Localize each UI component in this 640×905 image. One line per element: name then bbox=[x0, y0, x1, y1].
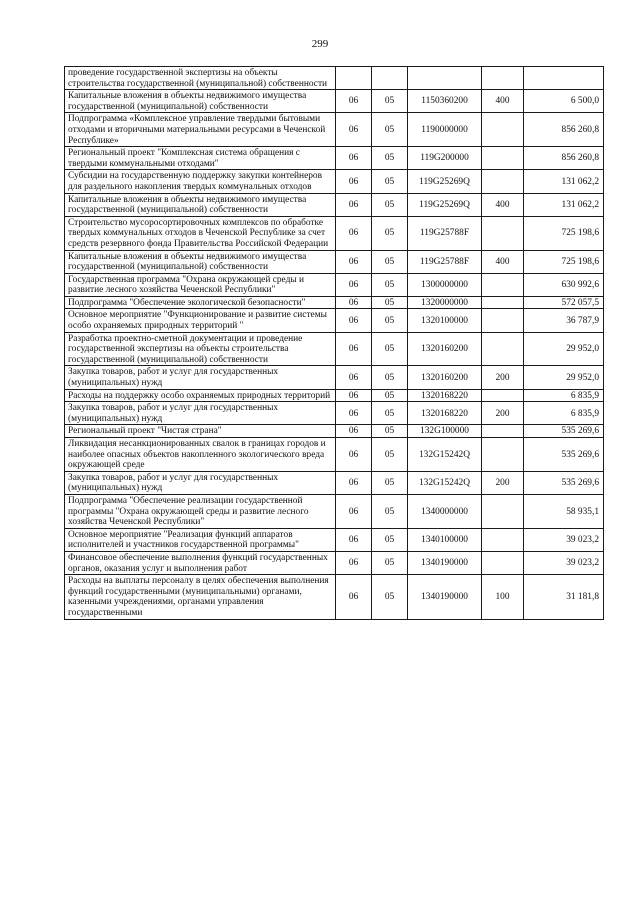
cell-section: 06 bbox=[336, 389, 372, 402]
cell-amount: 6 835,9 bbox=[524, 402, 604, 425]
cell-expense-type bbox=[482, 170, 524, 193]
table-row bbox=[65, 551, 604, 574]
cell-target-article: 1190000000 bbox=[408, 113, 482, 147]
cell-amount: 29 952,0 bbox=[524, 332, 604, 366]
cell-expense-type bbox=[482, 296, 524, 309]
budget-table-body bbox=[65, 67, 604, 620]
cell-subsection: 05 bbox=[372, 296, 408, 309]
cell-name: Капитальные вложения в объекты недвижимого имущества государственной (муниципальной) собственности bbox=[65, 193, 336, 216]
cell-target-article: 119G200000 bbox=[408, 147, 482, 170]
table-row bbox=[65, 366, 604, 389]
cell-expense-type: 200 bbox=[482, 366, 524, 389]
cell-expense-type: 100 bbox=[482, 575, 524, 619]
cell-name: проведение государственной экспертизы на объекты строительства государственной (муниципальной) собственности bbox=[65, 67, 336, 90]
cell-subsection: 05 bbox=[372, 471, 408, 494]
table-row bbox=[65, 425, 604, 438]
cell-section bbox=[336, 67, 372, 90]
cell-expense-type bbox=[482, 551, 524, 574]
cell-expense-type bbox=[482, 309, 524, 332]
cell-subsection: 05 bbox=[372, 575, 408, 619]
cell-target-article: 1300000000 bbox=[408, 273, 482, 296]
cell-subsection: 05 bbox=[372, 113, 408, 147]
cell-amount: 29 952,0 bbox=[524, 366, 604, 389]
table-row bbox=[65, 170, 604, 193]
cell-subsection bbox=[372, 67, 408, 90]
table-row bbox=[65, 471, 604, 494]
cell-target-article: 132G15242Q bbox=[408, 438, 482, 472]
cell-subsection: 05 bbox=[372, 332, 408, 366]
cell-amount: 6 835,9 bbox=[524, 389, 604, 402]
cell-section: 06 bbox=[336, 438, 372, 472]
cell-target-article: 1320160200 bbox=[408, 332, 482, 366]
cell-subsection: 05 bbox=[372, 494, 408, 528]
cell-amount: 131 062,2 bbox=[524, 193, 604, 216]
cell-name: Закупка товаров, работ и услуг для государственных (муниципальных) нужд bbox=[65, 471, 336, 494]
cell-name: Региональный проект "Чистая страна" bbox=[65, 425, 336, 438]
budget-table bbox=[64, 66, 604, 620]
cell-section: 06 bbox=[336, 90, 372, 113]
table-row bbox=[65, 273, 604, 296]
cell-amount: 58 935,1 bbox=[524, 494, 604, 528]
cell-amount: 630 992,6 bbox=[524, 273, 604, 296]
cell-section: 06 bbox=[336, 471, 372, 494]
cell-amount: 6 500,0 bbox=[524, 90, 604, 113]
cell-target-article: 1340190000 bbox=[408, 551, 482, 574]
cell-target-article: 119G25269Q bbox=[408, 193, 482, 216]
cell-section: 06 bbox=[336, 551, 372, 574]
cell-name: Основное мероприятие "Функционирование и развитие системы особо охраняемых природных территорий " bbox=[65, 309, 336, 332]
cell-expense-type bbox=[482, 494, 524, 528]
cell-target-article: 132G15242Q bbox=[408, 471, 482, 494]
cell-section: 06 bbox=[336, 250, 372, 273]
cell-expense-type bbox=[482, 425, 524, 438]
cell-target-article: 119G25788F bbox=[408, 250, 482, 273]
cell-section: 06 bbox=[336, 332, 372, 366]
cell-amount bbox=[524, 67, 604, 90]
cell-expense-type bbox=[482, 67, 524, 90]
table-row bbox=[65, 575, 604, 619]
cell-expense-type bbox=[482, 332, 524, 366]
cell-amount: 725 198,6 bbox=[524, 250, 604, 273]
table-row bbox=[65, 438, 604, 472]
cell-subsection: 05 bbox=[372, 425, 408, 438]
table-row bbox=[65, 332, 604, 366]
cell-section: 06 bbox=[336, 273, 372, 296]
cell-expense-type: 400 bbox=[482, 250, 524, 273]
cell-target-article: 1320168220 bbox=[408, 389, 482, 402]
cell-target-article: 1150360200 bbox=[408, 90, 482, 113]
table-row bbox=[65, 250, 604, 273]
cell-name: Подпрограмма "Обеспечение реализации государственной программы "Охрана окружающей среды и развитие лесного хозяйства Чеченской Республики" bbox=[65, 494, 336, 528]
cell-expense-type bbox=[482, 273, 524, 296]
cell-amount: 36 787,9 bbox=[524, 309, 604, 332]
cell-subsection: 05 bbox=[372, 90, 408, 113]
cell-name: Государственная программа "Охрана окружающей среды и развитие лесного хозяйства Чеченской Республики" bbox=[65, 273, 336, 296]
cell-target-article: 1320168220 bbox=[408, 402, 482, 425]
cell-target-article: 1340000000 bbox=[408, 494, 482, 528]
cell-section: 06 bbox=[336, 402, 372, 425]
cell-amount: 535 269,6 bbox=[524, 425, 604, 438]
cell-name: Капитальные вложения в объекты недвижимого имущества государственной (муниципальной) собственности bbox=[65, 90, 336, 113]
cell-subsection: 05 bbox=[372, 147, 408, 170]
cell-amount: 31 181,8 bbox=[524, 575, 604, 619]
cell-expense-type bbox=[482, 113, 524, 147]
cell-subsection: 05 bbox=[372, 389, 408, 402]
table-row bbox=[65, 147, 604, 170]
table-row bbox=[65, 90, 604, 113]
table-row bbox=[65, 216, 604, 250]
table-row bbox=[65, 296, 604, 309]
cell-expense-type bbox=[482, 389, 524, 402]
cell-subsection: 05 bbox=[372, 273, 408, 296]
cell-amount: 856 260,8 bbox=[524, 147, 604, 170]
cell-subsection: 05 bbox=[372, 170, 408, 193]
cell-amount: 131 062,2 bbox=[524, 170, 604, 193]
cell-amount: 39 023,2 bbox=[524, 528, 604, 551]
cell-section: 06 bbox=[336, 528, 372, 551]
cell-expense-type: 200 bbox=[482, 402, 524, 425]
cell-subsection: 05 bbox=[372, 402, 408, 425]
cell-expense-type: 400 bbox=[482, 90, 524, 113]
cell-subsection: 05 bbox=[372, 551, 408, 574]
cell-name: Финансовое обеспечение выполнения функций государственных органов, оказания услуг и выполнения работ bbox=[65, 551, 336, 574]
cell-name: Строительство мусоросортировочных комплексов по обработке твердых коммунальных отходов в Чеченской Республике за счет средств резервного фонда Правительства Российской Федерации bbox=[65, 216, 336, 250]
cell-amount: 725 198,6 bbox=[524, 216, 604, 250]
page-number: 299 bbox=[311, 38, 329, 50]
cell-name: Региональный проект "Комплексная система обращения с твердыми коммунальными отходами" bbox=[65, 147, 336, 170]
table-row bbox=[65, 494, 604, 528]
cell-section: 06 bbox=[336, 170, 372, 193]
cell-name: Капитальные вложения в объекты недвижимого имущества государственной (муниципальной) собственности bbox=[65, 250, 336, 273]
cell-target-article: 1320160200 bbox=[408, 366, 482, 389]
cell-name: Основное мероприятие "Реализация функций аппаратов исполнителей и участников государственной программы" bbox=[65, 528, 336, 551]
table-row bbox=[65, 67, 604, 90]
table-row bbox=[65, 389, 604, 402]
cell-amount: 856 260,8 bbox=[524, 113, 604, 147]
cell-expense-type bbox=[482, 438, 524, 472]
cell-name: Разработка проектно-сметной документации и проведение государственной экспертизы на объекты строительства государственной (муниципальной) собственности bbox=[65, 332, 336, 366]
cell-amount: 535 269,6 bbox=[524, 438, 604, 472]
cell-expense-type bbox=[482, 528, 524, 551]
cell-section: 06 bbox=[336, 113, 372, 147]
cell-name: Подпрограмма "Обеспечение экологической безопасности" bbox=[65, 296, 336, 309]
cell-subsection: 05 bbox=[372, 309, 408, 332]
cell-section: 06 bbox=[336, 296, 372, 309]
cell-section: 06 bbox=[336, 575, 372, 619]
table-row bbox=[65, 402, 604, 425]
cell-section: 06 bbox=[336, 494, 372, 528]
cell-section: 06 bbox=[336, 425, 372, 438]
cell-name: Ликвидация несанкционированных свалок в границах городов и наиболее опасных объектов накопленного экологического вреда окружающей среде bbox=[65, 438, 336, 472]
cell-amount: 39 023,2 bbox=[524, 551, 604, 574]
cell-expense-type: 400 bbox=[482, 193, 524, 216]
cell-section: 06 bbox=[336, 193, 372, 216]
cell-amount: 535 269,6 bbox=[524, 471, 604, 494]
cell-name: Субсидии на государственную поддержку закупки контейнеров для раздельного накопления твердых коммунальных отходов bbox=[65, 170, 336, 193]
cell-subsection: 05 bbox=[372, 366, 408, 389]
cell-target-article bbox=[408, 67, 482, 90]
cell-target-article: 1340190000 bbox=[408, 575, 482, 619]
table-row bbox=[65, 113, 604, 147]
cell-target-article: 1340100000 bbox=[408, 528, 482, 551]
cell-target-article: 1320000000 bbox=[408, 296, 482, 309]
table-row bbox=[65, 309, 604, 332]
cell-amount: 572 057,5 bbox=[524, 296, 604, 309]
cell-name: Подпрограмма «Комплексное управление твердыми бытовыми отходами и вторичными материальными ресурсами в Чеченской Республике» bbox=[65, 113, 336, 147]
table-row bbox=[65, 528, 604, 551]
cell-name: Закупка товаров, работ и услуг для государственных (муниципальных) нужд bbox=[65, 402, 336, 425]
cell-subsection: 05 bbox=[372, 528, 408, 551]
cell-subsection: 05 bbox=[372, 216, 408, 250]
cell-expense-type bbox=[482, 147, 524, 170]
cell-name: Закупка товаров, работ и услуг для государственных (муниципальных) нужд bbox=[65, 366, 336, 389]
cell-name: Расходы на выплаты персоналу в целях обеспечения выполнения функций государственными (муниципальными) органами, казенными учреждениями, органами управления государственными bbox=[65, 575, 336, 619]
cell-expense-type: 200 bbox=[482, 471, 524, 494]
cell-target-article: 132G100000 bbox=[408, 425, 482, 438]
cell-section: 06 bbox=[336, 366, 372, 389]
cell-section: 06 bbox=[336, 309, 372, 332]
cell-section: 06 bbox=[336, 216, 372, 250]
cell-subsection: 05 bbox=[372, 438, 408, 472]
cell-target-article: 119G25788F bbox=[408, 216, 482, 250]
cell-subsection: 05 bbox=[372, 250, 408, 273]
cell-section: 06 bbox=[336, 147, 372, 170]
cell-target-article: 119G25269Q bbox=[408, 170, 482, 193]
cell-target-article: 1320100000 bbox=[408, 309, 482, 332]
cell-expense-type bbox=[482, 216, 524, 250]
table-row bbox=[65, 193, 604, 216]
cell-name: Расходы на поддержку особо охраняемых природных территорий bbox=[65, 389, 336, 402]
cell-subsection: 05 bbox=[372, 193, 408, 216]
